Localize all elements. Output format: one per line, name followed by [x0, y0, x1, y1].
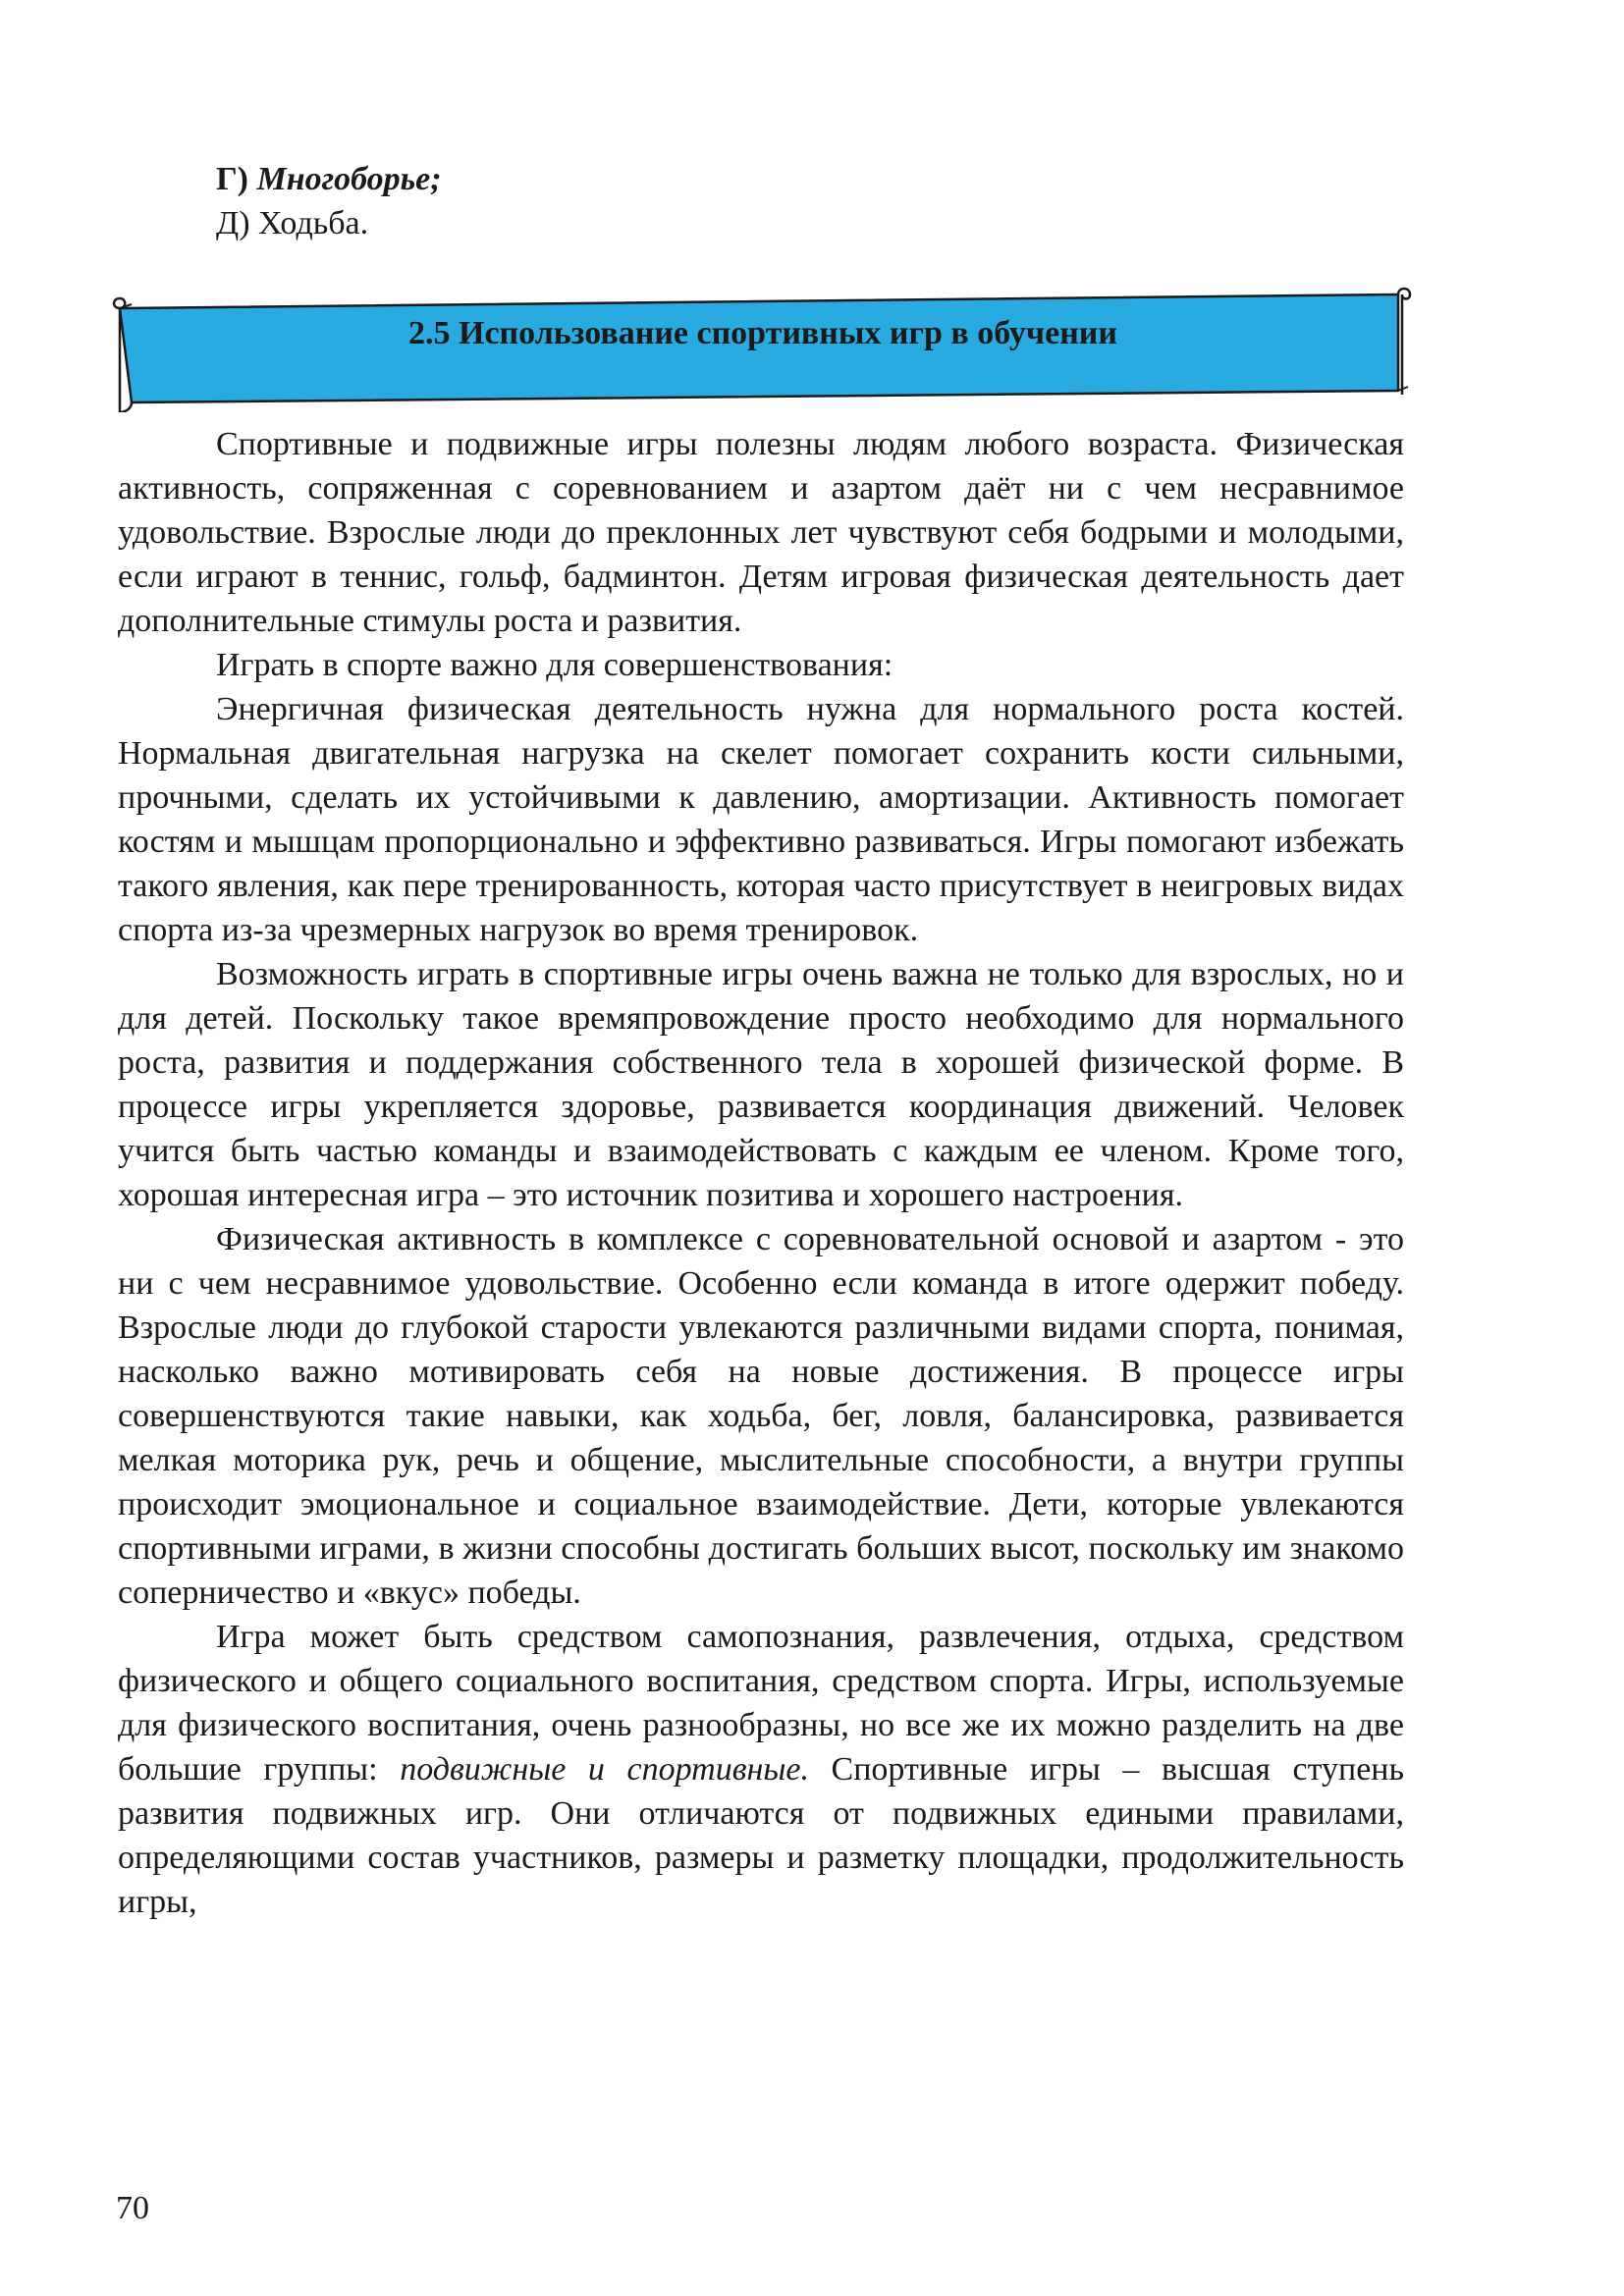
paragraph-3: Энергичная физическая деятельность нужна для нормального роста костей. Нормальная двигательная нагрузка на скелет помогает сохранить кости сильными, прочными, сделать их устойчивыми к давлению, амортизации. Активность помогает костям и мышцам пропорционально и эффективно развиваться. Игры помогают избежать такого явления, как пере тренированность, которая часто присутствует в неигровых видах спорта из-за чрезмерных нагрузок во время тренировок. — [118, 691, 1404, 948]
page-number: 70 — [116, 2190, 149, 2226]
paragraph-6-start: Игра может быть средством самопознания, развлечения, отдыха, средством физического и общего социального воспитания, средством спорта. Игры, используемые для физического воспитания, очень разнообразны, но все же их можно разделить на две большие группы: — [118, 1619, 1404, 1788]
paragraph-6 — [118, 1615, 1404, 1924]
paragraph-4: Возможность играть в спортивные игры очень важна не только для взрослых, но и для детей. Поскольку такое времяпровождение просто необходимо для нормального роста, развития и поддержания собственного тела в хорошей физической форме. В процессе игры укрепляется здоровье, развивается координация движений. Человек учится быть частью команды и взаимодействовать с каждым ее членом. Кроме того, хорошая интересная игра – это источник позитива и хорошего настроения. — [118, 956, 1404, 1213]
paragraph-2: Играть в спорте важно для совершенствования: — [216, 647, 893, 683]
paragraph-6-end: Спортивные игры – высшая ступень развития подвижных игр. Они отличаются от подвижных едиными правилами, определяющими состав участников, размеры и разметку площадки, продолжительность игры, — [118, 1751, 1404, 1920]
answer-g — [216, 157, 442, 201]
body-text — [118, 422, 1404, 1924]
paragraph-1: Спортивные и подвижные игры полезны людям любого возраста. Физическая активность, сопряженная с соревнованием и азартом даёт ни с чем несравнимое удовольствие. Взрослые люди до преклонных лет чувствуют себя бодрыми и молодыми, если играют в теннис, гольф, бадминтон. Детям игровая физическая деятельность дает дополнительные стимулы роста и развития. — [118, 426, 1404, 639]
answer-g-letter: Г) — [216, 161, 248, 197]
paragraph-5: Физическая активность в комплексе с соревновательной основой и азартом - это ни с чем несравнимое удовольствие. Особенно если команда в итоге одержит победу. Взрослые люди до глубокой старости увлекаются различными видами спорта, понимая, насколько важно мотивировать себя на новые достижения. В процессе игры совершенствуются такие навыки, как ходьба, бег, ловля, балансировка, развивается мелкая моторика рук, речь и общение, мыслительные способности, а внутри группы происходит эмоциональное и социальное взаимодействие. Дети, которые увлекаются спортивными играми, в жизни способны достигать больших высот, поскольку им знакомо соперничество и «вкус» победы. — [118, 1221, 1404, 1611]
answer-g-text: Многоборье; — [256, 161, 442, 197]
paragraph-6-italic: подвижные и спортивные. — [400, 1751, 809, 1788]
answer-options — [216, 157, 442, 245]
section-banner — [110, 285, 1416, 412]
section-title: 2.5 Использование спортивных игр в обучении — [408, 315, 1117, 351]
answer-d: Д) Ходьба. — [216, 205, 369, 241]
